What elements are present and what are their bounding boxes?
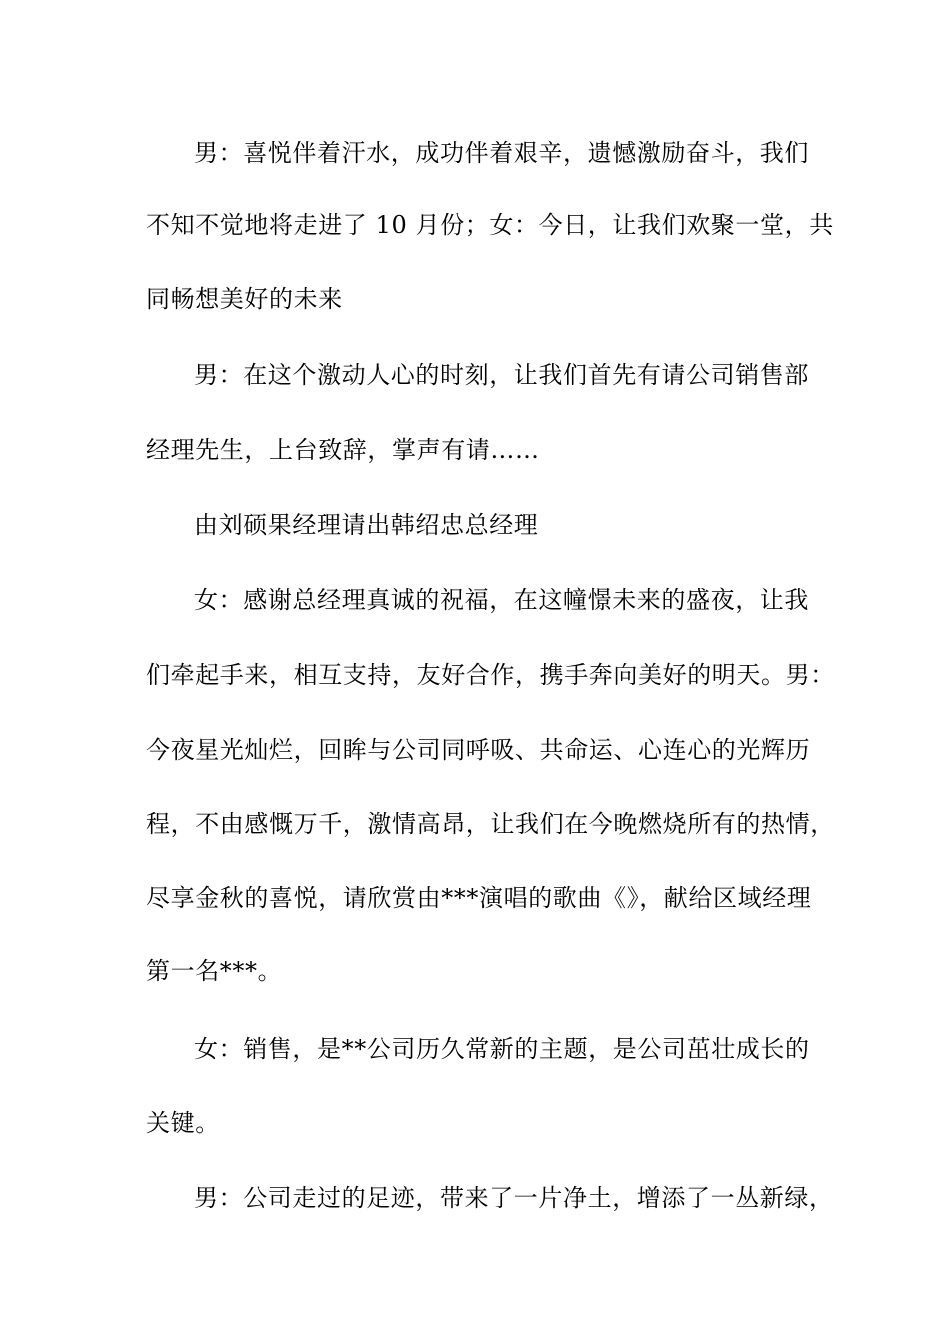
paragraph-line: 第一名***。 bbox=[146, 957, 283, 985]
paragraph-line: 们牵起手来，相互支持，友好合作，携手奔向美好的明天。男： bbox=[146, 661, 835, 689]
paragraph-line: 由刘硕果经理请出韩绍忠总经理 bbox=[194, 511, 539, 539]
paragraph-line: 程，不由感慨万千，激情高昂，让我们在今晚燃烧所有的热情， bbox=[146, 810, 835, 838]
paragraph-line: 不知不觉地将走进了 10 月份；女：今日，让我们欢聚一堂，共 bbox=[146, 211, 834, 239]
paragraph-line: 女：销售，是**公司历久常新的主题，是公司茁壮成长的 bbox=[194, 1035, 810, 1063]
paragraph-line: 男：公司走过的足迹，带来了一片净土，增添了一丛新绿， bbox=[194, 1184, 834, 1212]
paragraph-line: 男：喜悦伴着汗水，成功伴着艰辛，遗憾激励奋斗，我们 bbox=[194, 139, 809, 167]
paragraph-line: 同畅想美好的未来 bbox=[146, 285, 343, 313]
paragraph-line: 经理先生，上台致辞，掌声有请…… bbox=[146, 436, 540, 464]
paragraph-line: 女：感谢总经理真诚的祝福，在这幢憬未来的盛夜，让我 bbox=[194, 586, 809, 614]
paragraph-line: 关键。 bbox=[146, 1109, 220, 1137]
paragraph-line: 尽享金秋的喜悦，请欣赏由***演唱的歌曲《》，献给区域经理 bbox=[146, 884, 812, 912]
paragraph-line: 男：在这个激动人心的时刻，让我们首先有请公司销售部 bbox=[194, 361, 809, 389]
paragraph-line: 今夜星光灿烂，回眸与公司同呼吸、共命运、心连心的光辉历 bbox=[146, 736, 811, 764]
